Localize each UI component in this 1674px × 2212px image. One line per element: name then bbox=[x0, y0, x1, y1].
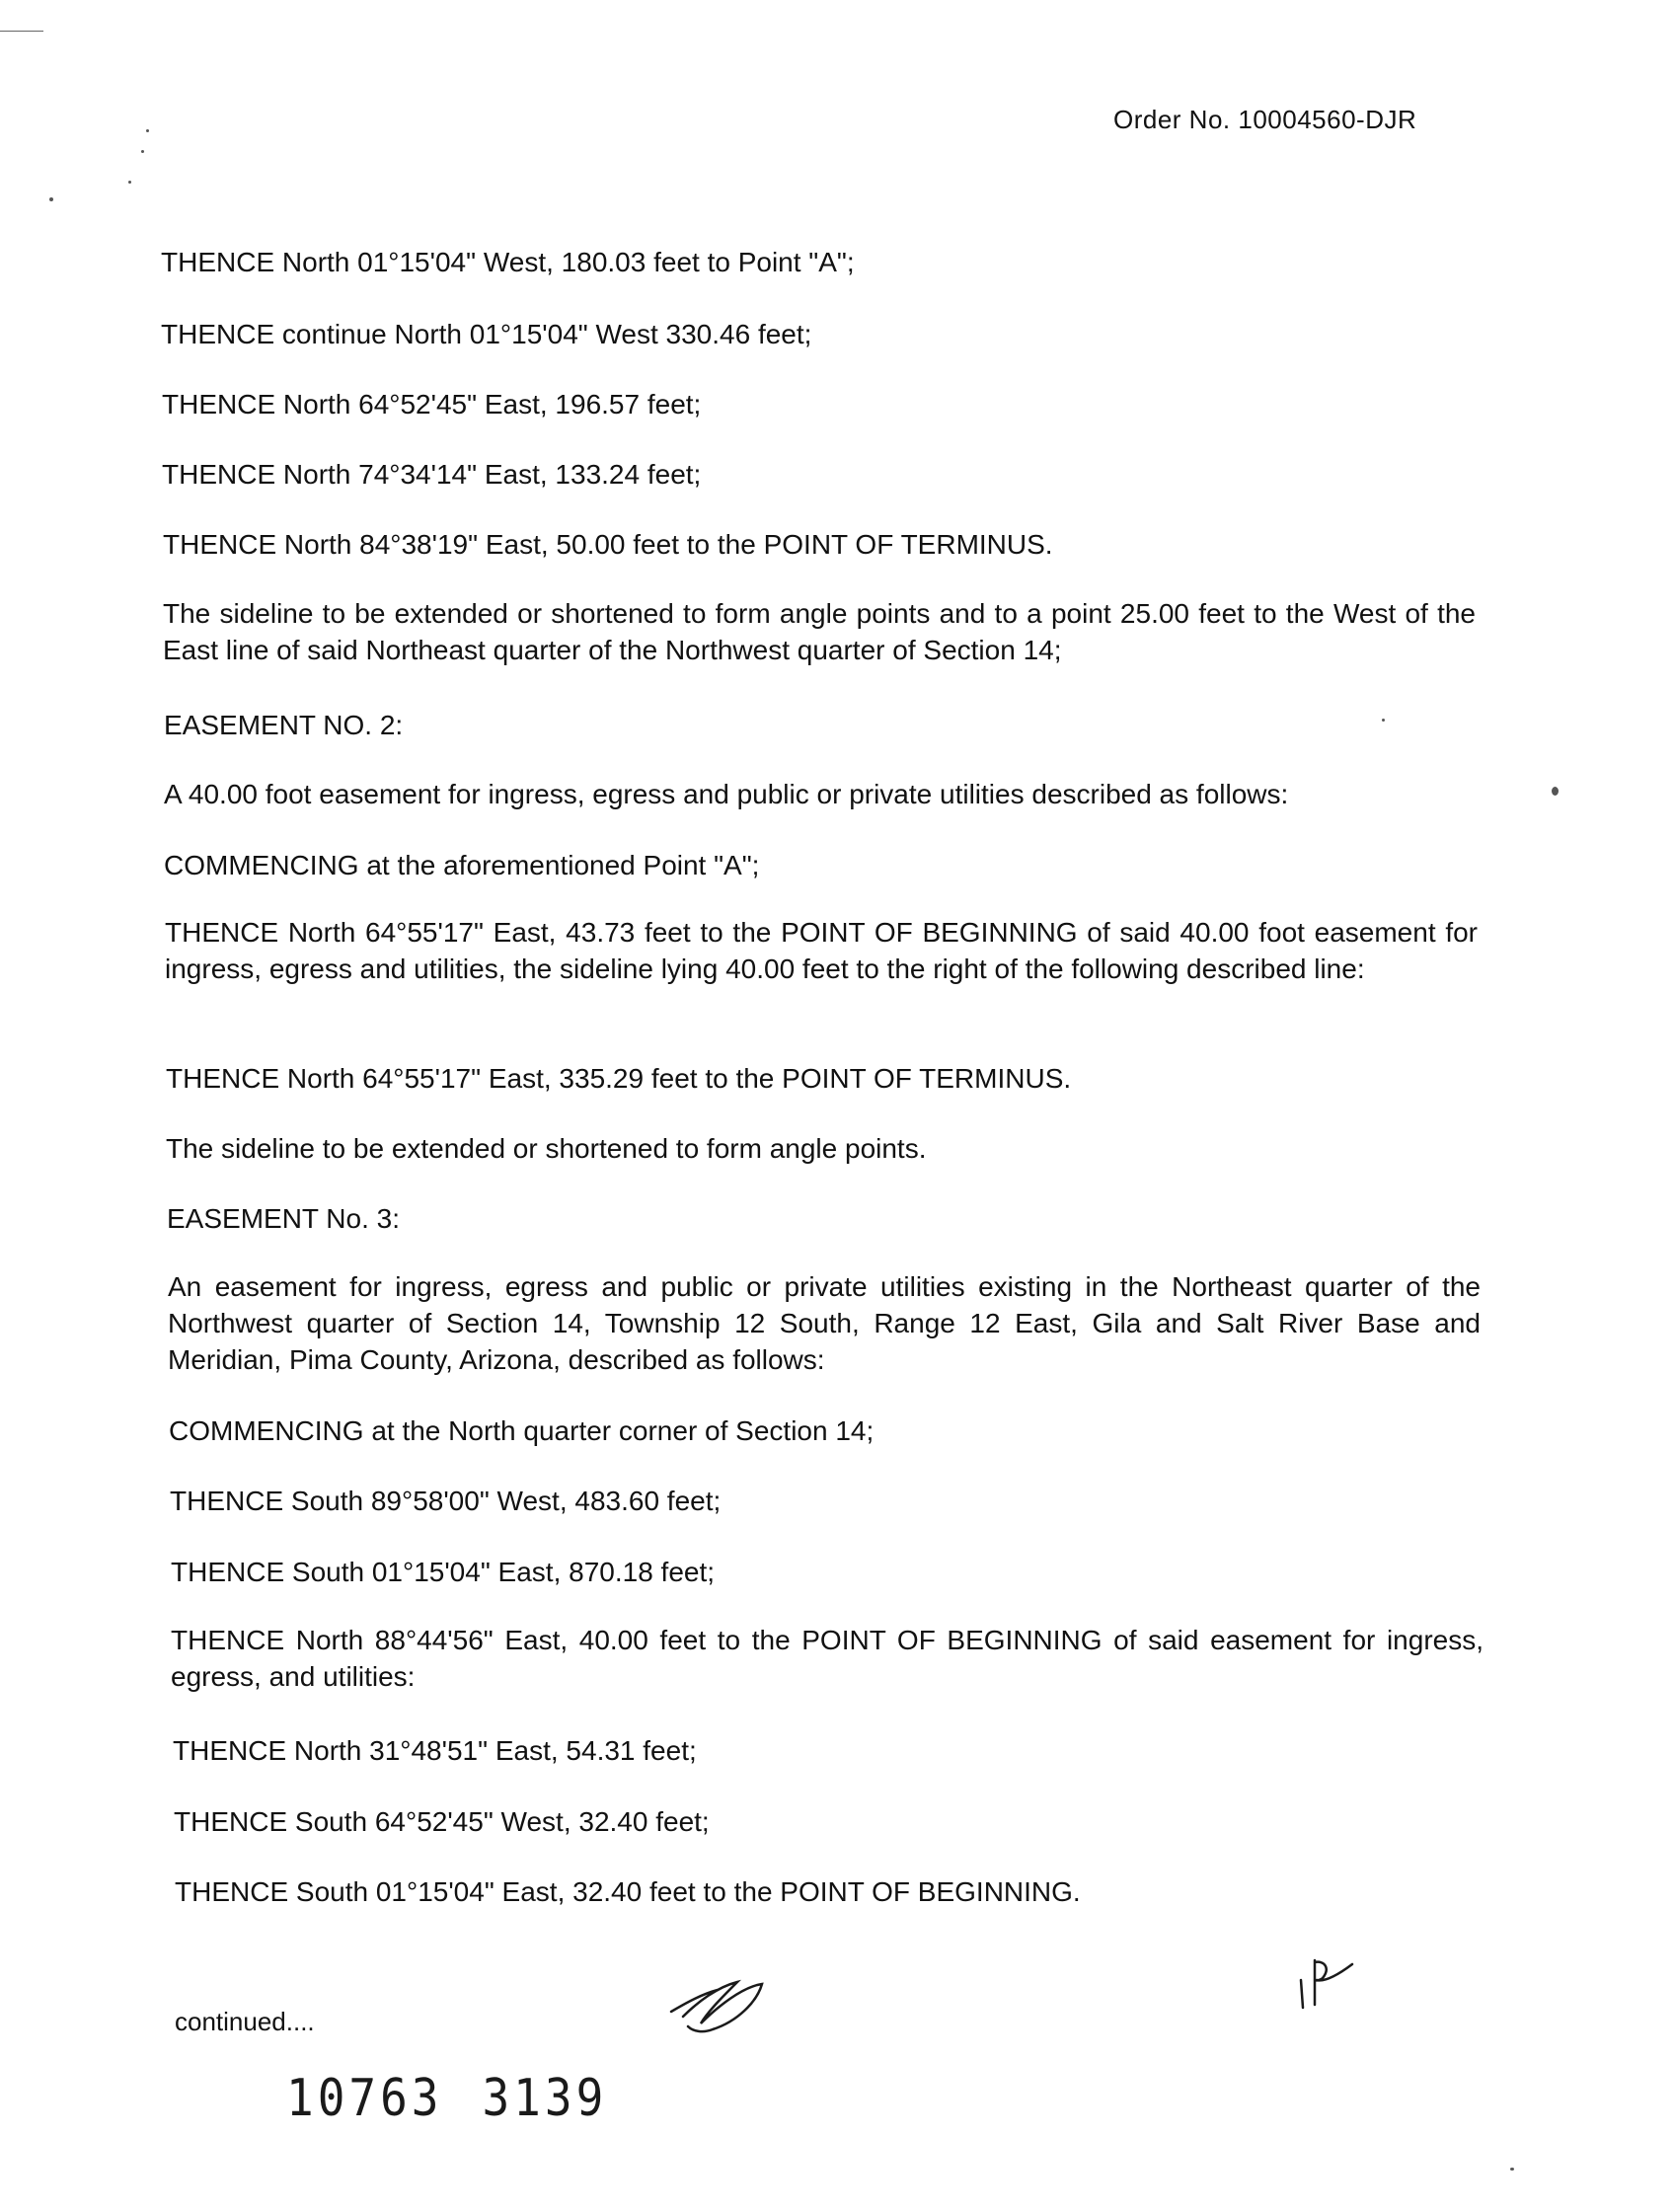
paragraph: THENCE North 31°48'51" East, 54.31 feet; bbox=[173, 1735, 697, 1766]
paragraph: THENCE North 64°55'17" East, 43.73 feet to the POINT OF BEGINNING of said 40.00 foot easement for ingress, egress and utilities, the sideline lying 40.00 feet to the right of the following described line: bbox=[165, 917, 1485, 984]
paragraph: THENCE continue North 01°15'04" West 330.46 feet; bbox=[161, 319, 812, 349]
scan-speck bbox=[141, 150, 144, 153]
paragraph: THENCE North 74°34'14" East, 133.24 feet; bbox=[162, 459, 702, 490]
scan-speck bbox=[49, 197, 53, 201]
section-heading: EASEMENT No. 3: bbox=[167, 1203, 401, 1234]
paragraph: COMMENCING at the aforementioned Point "A"; bbox=[164, 850, 760, 880]
paragraph: The sideline to be extended or shortened to form angle points. bbox=[166, 1133, 927, 1164]
paragraph: COMMENCING at the North quarter corner of Section 14; bbox=[169, 1415, 875, 1446]
order-number: Order No. 10004560-DJR bbox=[1113, 105, 1417, 134]
handwritten-initials bbox=[663, 1972, 772, 2041]
handwritten-initials bbox=[1293, 1950, 1362, 2020]
paragraph: THENCE South 89°58'00" West, 483.60 feet; bbox=[170, 1486, 722, 1516]
paragraph: THENCE North 88°44'56" East, 40.00 feet to the POINT OF BEGINNING of said easement for ingress, egress, and utilities: bbox=[171, 1625, 1491, 1692]
scan-speck bbox=[128, 181, 131, 184]
paragraph: A 40.00 foot easement for ingress, egress and public or private utilities described as follows: bbox=[164, 779, 1289, 809]
scan-speck bbox=[1510, 2168, 1514, 2171]
paragraph: THENCE South 64°52'45" West, 32.40 feet; bbox=[174, 1806, 710, 1837]
paragraph: THENCE North 84°38'19" East, 50.00 feet to the POINT OF TERMINUS. bbox=[163, 529, 1053, 560]
scan-speck bbox=[1552, 787, 1559, 796]
recording-stamp bbox=[286, 2068, 647, 2127]
continued-note: continued.... bbox=[175, 2007, 315, 2036]
paragraph: An easement for ingress, egress and public or private utilities existing in the Northeast quarter of the Northwest quarter of Section 14, Township 12 South, Range 12 East, Gila and Salt River Base and Meridian, Pima County, Arizona, described as follows: bbox=[168, 1271, 1488, 1375]
section-heading: EASEMENT NO. 2: bbox=[164, 710, 404, 740]
paragraph: THENCE South 01°15'04" East, 870.18 feet; bbox=[171, 1557, 716, 1587]
page-number: 3139 bbox=[482, 2068, 608, 2128]
paragraph: THENCE South 01°15'04" East, 32.40 feet to the POINT OF BEGINNING. bbox=[175, 1876, 1081, 1907]
scan-mark bbox=[0, 31, 43, 32]
paragraph: THENCE North 64°55'17" East, 335.29 feet to the POINT OF TERMINUS. bbox=[166, 1063, 1072, 1094]
book-number: 10763 bbox=[286, 2068, 443, 2128]
paragraph: THENCE North 64°52'45" East, 196.57 feet; bbox=[162, 389, 702, 420]
paragraph: The sideline to be extended or shortened to form angle points and to a point 25.00 feet to the West of the East line of said Northeast quarter of the Northwest quarter of Section 14; bbox=[163, 598, 1484, 665]
paragraph: THENCE North 01°15'04" West, 180.03 feet to Point "A"; bbox=[161, 247, 855, 277]
scan-speck bbox=[146, 129, 149, 132]
scan-speck bbox=[1382, 719, 1385, 722]
